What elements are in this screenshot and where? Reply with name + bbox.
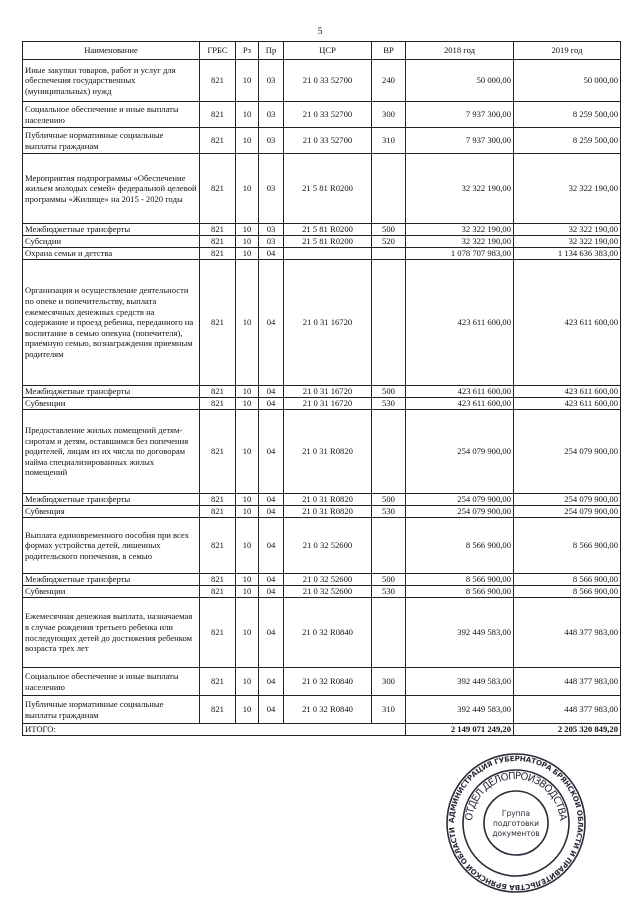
row-pr: 03 xyxy=(259,60,284,102)
table-row xyxy=(23,598,621,668)
row-csr: 21 0 31 16720 xyxy=(284,398,372,410)
row-vr: 500 xyxy=(372,574,406,586)
row-rz: 10 xyxy=(236,60,259,102)
row-2019: 50 000,00 xyxy=(514,60,621,102)
stamp-outer-text: АДМИНИСТРАЦИЯ ГУБЕРНАТОРА БРЯНСКОЙ ОБЛАСТИ И ПРАВИТЕЛЬСТВА БРЯНСКОЙ ОБЛАСТИ xyxy=(446,753,586,893)
row-csr: 21 0 33 52700 xyxy=(284,60,372,102)
row-grbs: 821 xyxy=(200,386,236,398)
row-pr: 04 xyxy=(259,494,284,506)
row-grbs: 821 xyxy=(200,260,236,386)
row-csr: 21 0 32 52600 xyxy=(284,518,372,574)
row-name: Субвенция xyxy=(23,506,200,518)
row-2019: 8 566 900,00 xyxy=(514,586,621,598)
row-csr: 21 5 81 R0200 xyxy=(284,236,372,248)
row-2019: 448 377 983,00 xyxy=(514,598,621,668)
header-pr: Пр xyxy=(259,42,284,60)
row-2019: 423 611 600,00 xyxy=(514,260,621,386)
total-label: ИТОГО: xyxy=(23,724,406,736)
stamp-center-line-3: документов xyxy=(492,829,540,838)
row-pr: 04 xyxy=(259,506,284,518)
table-row xyxy=(23,154,621,224)
row-name: Предоставление жилых помещений детям-сиротам и детям, оставшимся без попечения родителей, лицам из их числа по договорам найма специализированных жилых помещений xyxy=(23,410,200,494)
row-rz: 10 xyxy=(236,260,259,386)
row-vr xyxy=(372,410,406,494)
table-row xyxy=(23,668,621,696)
row-csr: 21 0 31 16720 xyxy=(284,260,372,386)
table-row xyxy=(23,506,621,518)
row-2018: 423 611 600,00 xyxy=(406,386,514,398)
row-grbs: 821 xyxy=(200,494,236,506)
header-rz: Рз xyxy=(236,42,259,60)
row-name: Охрана семьи и детства xyxy=(23,248,200,260)
row-rz: 10 xyxy=(236,586,259,598)
row-csr: 21 0 31 R0820 xyxy=(284,506,372,518)
table-row xyxy=(23,260,621,386)
row-rz: 10 xyxy=(236,386,259,398)
row-2019: 254 079 900,00 xyxy=(514,506,621,518)
row-csr xyxy=(284,248,372,260)
row-2018: 423 611 600,00 xyxy=(406,260,514,386)
row-csr: 21 0 31 R0820 xyxy=(284,494,372,506)
row-pr: 04 xyxy=(259,398,284,410)
stamp-center-line-2: подготовки xyxy=(493,819,539,828)
row-pr: 03 xyxy=(259,236,284,248)
row-rz: 10 xyxy=(236,574,259,586)
row-grbs: 821 xyxy=(200,236,236,248)
row-csr: 21 0 32 R0840 xyxy=(284,696,372,724)
row-csr: 21 5 81 R0200 xyxy=(284,224,372,236)
row-vr xyxy=(372,518,406,574)
table-row xyxy=(23,494,621,506)
row-vr: 500 xyxy=(372,224,406,236)
row-grbs: 821 xyxy=(200,154,236,224)
row-rz: 10 xyxy=(236,154,259,224)
row-name: Публичные нормативные социальные выплаты гражданам xyxy=(23,128,200,154)
row-name: Субсидии xyxy=(23,236,200,248)
table-row xyxy=(23,410,621,494)
row-rz: 10 xyxy=(236,102,259,128)
row-2019: 448 377 983,00 xyxy=(514,668,621,696)
table-row xyxy=(23,102,621,128)
row-grbs: 821 xyxy=(200,668,236,696)
row-2018: 392 449 583,00 xyxy=(406,668,514,696)
table-row xyxy=(23,696,621,724)
row-2018: 32 322 190,00 xyxy=(406,154,514,224)
row-grbs: 821 xyxy=(200,60,236,102)
row-csr: 21 0 33 52700 xyxy=(284,102,372,128)
row-vr: 300 xyxy=(372,668,406,696)
table-row xyxy=(23,586,621,598)
row-csr: 21 0 33 52700 xyxy=(284,128,372,154)
row-2019: 32 322 190,00 xyxy=(514,154,621,224)
total-2018: 2 149 071 249,20 xyxy=(406,724,514,736)
row-name: Социальное обеспечение и иные выплаты населению xyxy=(23,102,200,128)
table-row xyxy=(23,574,621,586)
row-2018: 8 566 900,00 xyxy=(406,518,514,574)
row-csr: 21 0 31 R0820 xyxy=(284,410,372,494)
table-row xyxy=(23,224,621,236)
row-vr: 520 xyxy=(372,236,406,248)
row-name: Выплата единовременного пособия при всех формах устройства детей, лишенных родительского попечения, в семью xyxy=(23,518,200,574)
row-pr: 04 xyxy=(259,410,284,494)
header-2018: 2018 год xyxy=(406,42,514,60)
row-2018: 32 322 190,00 xyxy=(406,224,514,236)
row-pr: 03 xyxy=(259,128,284,154)
row-vr: 500 xyxy=(372,386,406,398)
row-rz: 10 xyxy=(236,224,259,236)
row-rz: 10 xyxy=(236,398,259,410)
page-number: 5 xyxy=(317,26,323,36)
row-rz: 10 xyxy=(236,128,259,154)
total-row xyxy=(23,724,621,736)
row-pr: 04 xyxy=(259,586,284,598)
header-name: Наименование xyxy=(23,42,200,60)
row-vr: 310 xyxy=(372,128,406,154)
row-rz: 10 xyxy=(236,696,259,724)
row-grbs: 821 xyxy=(200,224,236,236)
header-2019: 2019 год xyxy=(514,42,621,60)
row-grbs: 821 xyxy=(200,574,236,586)
row-2019: 254 079 900,00 xyxy=(514,410,621,494)
row-name: Межбюджетные трансферты xyxy=(23,494,200,506)
header-grbs: ГРБС xyxy=(200,42,236,60)
row-2019: 8 566 900,00 xyxy=(514,574,621,586)
row-rz: 10 xyxy=(236,598,259,668)
row-2018: 8 566 900,00 xyxy=(406,574,514,586)
row-name: Публичные нормативные социальные выплаты гражданам xyxy=(23,696,200,724)
row-2019: 423 611 600,00 xyxy=(514,386,621,398)
row-pr: 04 xyxy=(259,668,284,696)
row-pr: 03 xyxy=(259,102,284,128)
row-2018: 423 611 600,00 xyxy=(406,398,514,410)
row-vr xyxy=(372,598,406,668)
row-pr: 04 xyxy=(259,598,284,668)
table-row xyxy=(23,248,621,260)
row-pr: 03 xyxy=(259,154,284,224)
total-2019: 2 205 320 849,20 xyxy=(514,724,621,736)
row-2018: 1 078 707 983,00 xyxy=(406,248,514,260)
row-rz: 10 xyxy=(236,248,259,260)
row-grbs: 821 xyxy=(200,248,236,260)
row-2019: 254 079 900,00 xyxy=(514,494,621,506)
row-2019: 1 134 636 383,00 xyxy=(514,248,621,260)
row-2019: 448 377 983,00 xyxy=(514,696,621,724)
row-csr: 21 0 32 52600 xyxy=(284,586,372,598)
row-vr xyxy=(372,154,406,224)
row-rz: 10 xyxy=(236,494,259,506)
row-vr: 310 xyxy=(372,696,406,724)
row-pr: 04 xyxy=(259,260,284,386)
row-vr: 500 xyxy=(372,494,406,506)
row-rz: 10 xyxy=(236,410,259,494)
row-csr: 21 5 81 R0200 xyxy=(284,154,372,224)
row-grbs: 821 xyxy=(200,586,236,598)
row-grbs: 821 xyxy=(200,518,236,574)
row-csr: 21 0 31 16720 xyxy=(284,386,372,398)
row-2018: 392 449 583,00 xyxy=(406,598,514,668)
table-row xyxy=(23,386,621,398)
row-name: Межбюджетные трансферты xyxy=(23,224,200,236)
row-csr: 21 0 32 R0840 xyxy=(284,668,372,696)
row-vr: 240 xyxy=(372,60,406,102)
row-2019: 8 259 500,00 xyxy=(514,102,621,128)
row-name: Субвенции xyxy=(23,398,200,410)
row-grbs: 821 xyxy=(200,102,236,128)
row-csr: 21 0 32 52600 xyxy=(284,574,372,586)
row-2018: 50 000,00 xyxy=(406,60,514,102)
row-name: Ежемесячная денежная выплата, назначаемая в случае рождения третьего ребенка или последующих детей до достижения ребенком возраста трех лет xyxy=(23,598,200,668)
row-pr: 04 xyxy=(259,518,284,574)
row-2018: 7 937 300,00 xyxy=(406,102,514,128)
row-pr: 03 xyxy=(259,224,284,236)
stamp-inner-text: ОТДЕЛ ДЕЛОПРОИЗВОДСТВА xyxy=(463,770,569,822)
row-grbs: 821 xyxy=(200,506,236,518)
row-2019: 423 611 600,00 xyxy=(514,398,621,410)
row-grbs: 821 xyxy=(200,128,236,154)
row-vr: 300 xyxy=(372,102,406,128)
row-vr xyxy=(372,248,406,260)
row-rz: 10 xyxy=(236,518,259,574)
row-2018: 254 079 900,00 xyxy=(406,410,514,494)
row-2018: 7 937 300,00 xyxy=(406,128,514,154)
row-grbs: 821 xyxy=(200,598,236,668)
row-pr: 04 xyxy=(259,386,284,398)
budget-table xyxy=(22,41,621,736)
row-vr xyxy=(372,260,406,386)
row-grbs: 821 xyxy=(200,410,236,494)
row-2018: 254 079 900,00 xyxy=(406,494,514,506)
row-2019: 8 259 500,00 xyxy=(514,128,621,154)
header-csr: ЦСР xyxy=(284,42,372,60)
table-row xyxy=(23,128,621,154)
table-row xyxy=(23,60,621,102)
header-vr: ВР xyxy=(372,42,406,60)
table-body xyxy=(23,60,621,724)
row-name: Иные закупки товаров, работ и услуг для обеспечения государственных (муниципальных) нужд xyxy=(23,60,200,102)
row-name: Субвенции xyxy=(23,586,200,598)
row-name: Социальное обеспечение и иные выплаты населению xyxy=(23,668,200,696)
row-grbs: 821 xyxy=(200,398,236,410)
row-pr: 04 xyxy=(259,696,284,724)
row-csr: 21 0 32 R0840 xyxy=(284,598,372,668)
row-vr: 530 xyxy=(372,506,406,518)
table-row xyxy=(23,236,621,248)
row-2018: 8 566 900,00 xyxy=(406,586,514,598)
row-rz: 10 xyxy=(236,236,259,248)
table-row xyxy=(23,518,621,574)
row-2018: 392 449 583,00 xyxy=(406,696,514,724)
row-rz: 10 xyxy=(236,668,259,696)
row-2019: 32 322 190,00 xyxy=(514,224,621,236)
row-pr: 04 xyxy=(259,574,284,586)
row-grbs: 821 xyxy=(200,696,236,724)
row-name: Межбюджетные трансферты xyxy=(23,574,200,586)
table-header-row xyxy=(23,42,621,60)
table-row xyxy=(23,398,621,410)
row-vr: 530 xyxy=(372,586,406,598)
row-2018: 32 322 190,00 xyxy=(406,236,514,248)
row-name: Организация и осуществление деятельности по опеке и попечительству, выплата ежемесячных денежных средств на содержание и проезд ребенка, переданного на воспитание в семью опекуна (попечителя), приемную семью, вознаграждения приемным родителям xyxy=(23,260,200,386)
stamp-center-line-1: Группа xyxy=(501,809,531,818)
row-vr: 530 xyxy=(372,398,406,410)
row-name: Мероприятия подпрограммы «Обеспечение жильем молодых семей» федеральной целевой программы «Жилище» на 2015 - 2020 годы xyxy=(23,154,200,224)
row-2019: 8 566 900,00 xyxy=(514,518,621,574)
row-2019: 32 322 190,00 xyxy=(514,236,621,248)
row-name: Межбюджетные трансферты xyxy=(23,386,200,398)
office-stamp xyxy=(445,752,587,894)
row-rz: 10 xyxy=(236,506,259,518)
row-pr: 04 xyxy=(259,248,284,260)
row-2018: 254 079 900,00 xyxy=(406,506,514,518)
